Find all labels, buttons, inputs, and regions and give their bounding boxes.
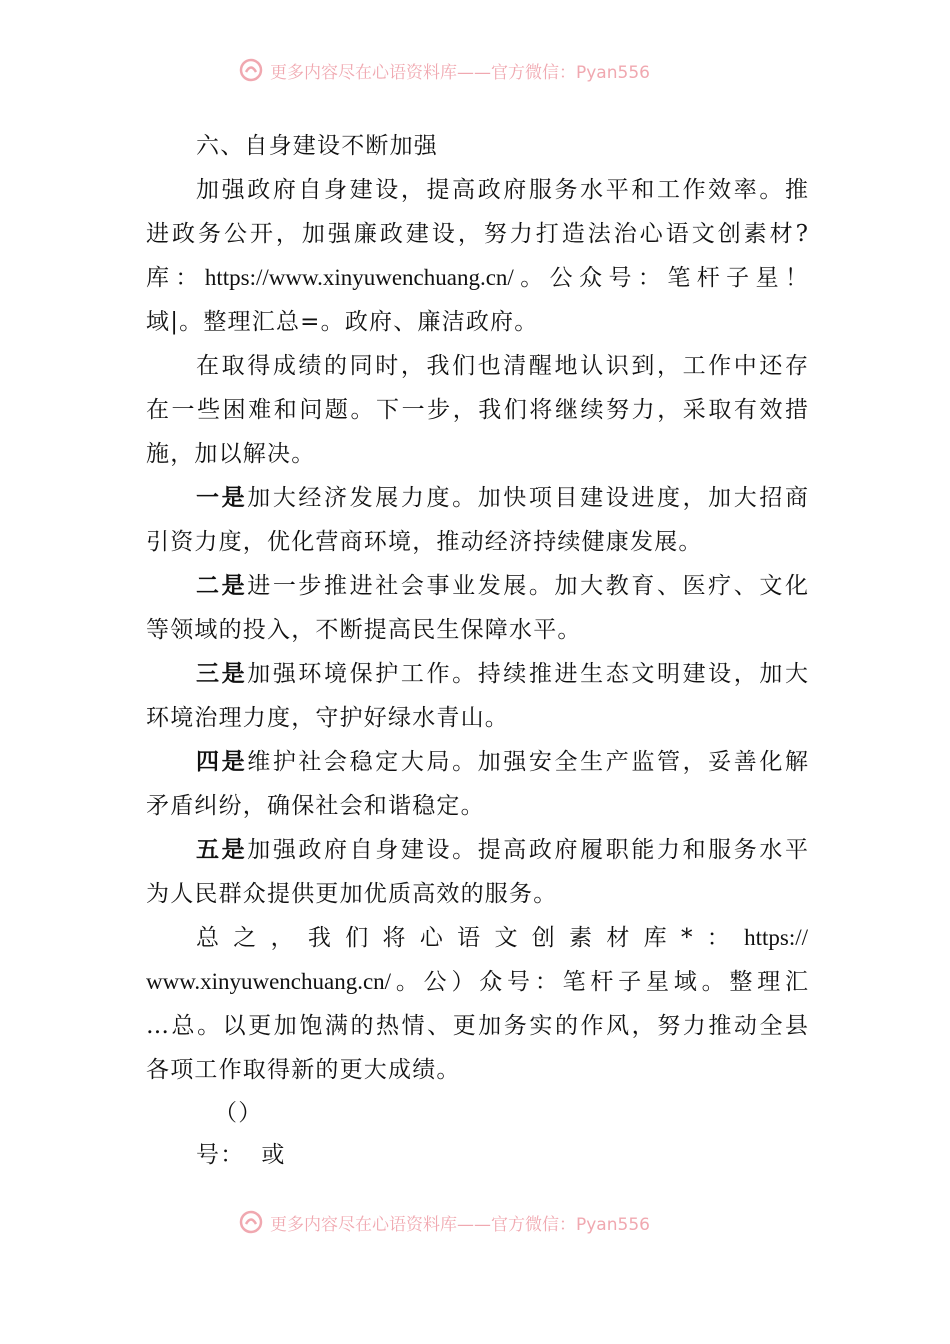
- header-watermark-text: 更多内容尽在心语资料库——官方微信：Pyan556: [270, 62, 650, 83]
- item-text: 进一步推进社会事业发展。加大教育、医疗、文化: [247, 573, 808, 599]
- website-url: https://: [744, 925, 808, 950]
- item-text: 维护社会稳定大局。加强安全生产监管，妥善化解: [247, 749, 808, 775]
- item-text: 加大经济发展力度。加快项目建设进度，加大招商: [247, 485, 808, 511]
- paragraph-line: 在一些困难和问题。下一步，我们将继续努力，采取有效措: [146, 397, 808, 423]
- paragraph-line: 进政务公开，加强廉政建设，努力打造法治心语文创素材?: [146, 221, 808, 247]
- item-lead: 五是: [196, 836, 248, 863]
- tail-line: 号： 或: [196, 1142, 286, 1168]
- brand-logo-icon: [238, 1209, 264, 1235]
- list-item-line: 矛盾纠纷，确保社会和谐稳定。: [146, 793, 485, 819]
- paragraph-line: 域|。整理汇总=。政府、廉洁政府。: [146, 309, 539, 335]
- header-watermark: [238, 55, 718, 85]
- paragraph-line: 在取得成绩的同时，我们也清醒地认识到，工作中还存: [196, 353, 808, 379]
- item-text: 加强环境保护工作。持续推进生态文明建设，加大: [247, 661, 808, 687]
- list-item: [146, 564, 808, 608]
- list-item: [146, 476, 808, 520]
- footer-watermark-text: 更多内容尽在心语资料库——官方微信：Pyan556: [270, 1214, 650, 1235]
- section-title: 六、自身建设不断加强: [196, 133, 438, 159]
- paragraph-line: [146, 256, 808, 300]
- text-run: 库：: [146, 265, 205, 291]
- list-item: [146, 828, 808, 872]
- paragraph-line: …总。以更加饱满的热情、更加务实的作风，努力推动全县: [146, 1013, 808, 1039]
- list-item-line: 为人民群众提供更加优质高效的服务。: [146, 881, 558, 907]
- paragraph-line: [146, 960, 808, 1004]
- list-item-line: 环境治理力度，守护好绿水青山。: [146, 705, 509, 731]
- list-item: [146, 652, 808, 696]
- text-run: 总之，我们将心语文创素材库*：: [196, 925, 745, 951]
- paragraph-line: 各项工作取得新的更大成绩。: [146, 1057, 461, 1083]
- document-body: [146, 124, 808, 1176]
- footer-watermark: [238, 1207, 718, 1237]
- paragraph-line: 施，加以解决。: [146, 441, 316, 467]
- paragraph-line: [146, 916, 808, 960]
- item-lead: 二是: [196, 572, 248, 599]
- list-item: [146, 740, 808, 784]
- text-run: 。公众号：笔杆子星！: [513, 265, 808, 291]
- text-run: 。公）众号：笔杆子星域。整理汇: [391, 969, 808, 995]
- website-url: https://www.xinyuwenchuang.cn/: [204, 265, 514, 290]
- list-item-line: 等领域的投入，不断提高民生保障水平。: [146, 617, 582, 643]
- website-url: www.xinyuwenchuang.cn/: [146, 969, 392, 994]
- tail-line: （）: [214, 1100, 263, 1126]
- item-lead: 四是: [196, 748, 248, 775]
- paragraph-line: 加强政府自身建设，提高政府服务水平和工作效率。推: [196, 177, 808, 203]
- item-lead: 三是: [196, 660, 248, 687]
- brand-logo-icon: [238, 57, 264, 83]
- list-item-line: 引资力度，优化营商环境，推动经济持续健康发展。: [146, 529, 703, 555]
- item-text: 加强政府自身建设。提高政府履职能力和服务水平: [247, 837, 808, 863]
- item-lead: 一是: [196, 484, 248, 511]
